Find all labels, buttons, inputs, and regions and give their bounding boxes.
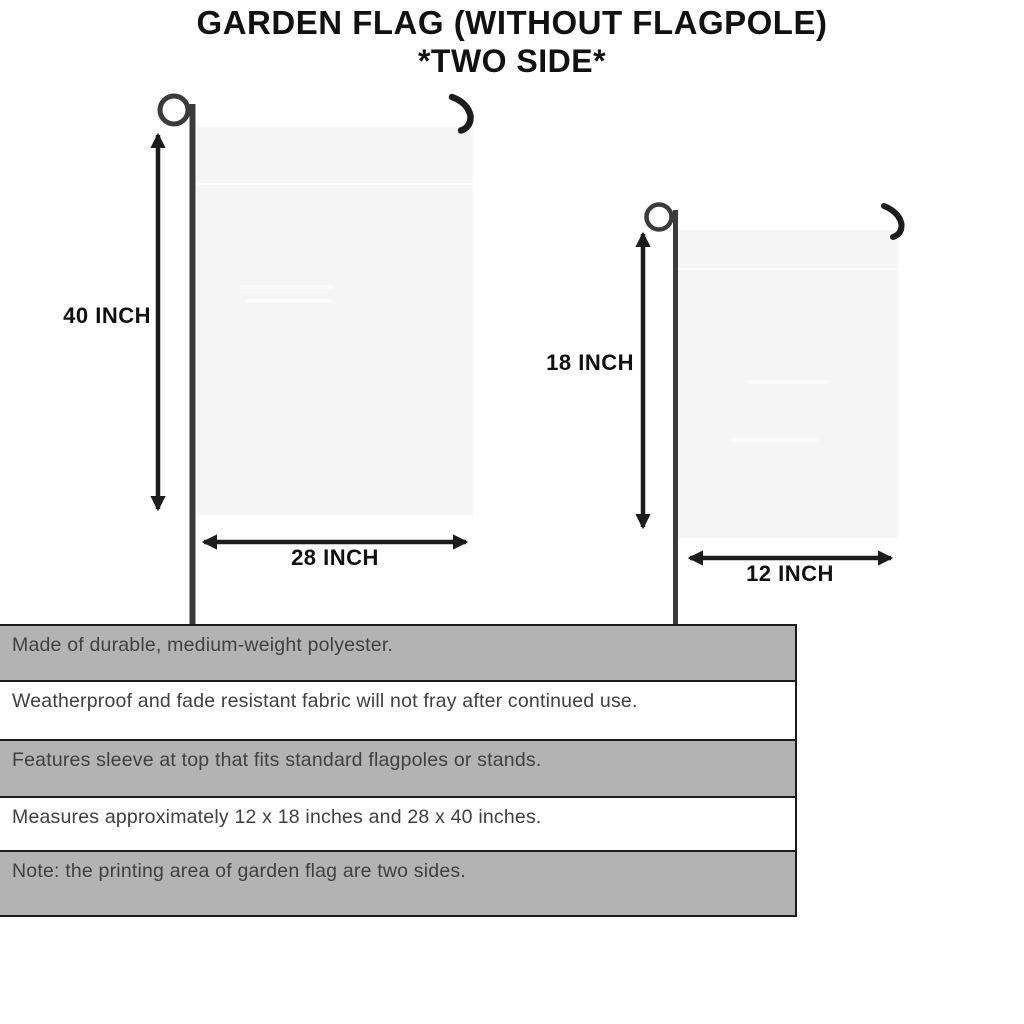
sleeve-seam	[197, 183, 473, 185]
page-title-line1: GARDEN FLAG (WITHOUT FLAGPOLE)	[196, 4, 828, 41]
sleeve-seam	[678, 268, 898, 270]
page-title-line2: *TWO SIDE*	[417, 42, 607, 79]
pole-loop-icon	[160, 96, 188, 124]
fabric-crease	[730, 438, 820, 442]
feature-row	[0, 682, 795, 741]
height-label-large: 40 INCH	[63, 303, 151, 328]
feature-row	[0, 798, 795, 852]
hanger-hook-icon	[452, 97, 471, 131]
feature-text: Measures approximately 12 x 18 inches and 28 x 40 inches.	[12, 806, 542, 828]
features-table	[0, 624, 797, 917]
fabric-crease	[239, 285, 334, 289]
feature-row	[0, 741, 795, 798]
feature-text: Weatherproof and fade resistant fabric will not fray after continued use.	[12, 690, 638, 712]
feature-row	[0, 626, 795, 682]
height-label-small: 18 INCH	[546, 350, 634, 375]
feature-text: Features sleeve at top that fits standard flagpoles or stands.	[12, 749, 542, 771]
feature-text: Note: the printing area of garden flag are two sides.	[12, 860, 466, 882]
width-label-large: 28 INCH	[291, 545, 379, 570]
feature-row	[0, 852, 795, 915]
garden-flag-large	[197, 127, 473, 515]
feature-text: Made of durable, medium-weight polyester.	[12, 634, 394, 656]
fabric-crease	[748, 380, 828, 384]
page-title	[0, 4, 1024, 81]
garden-flag-small	[678, 230, 898, 538]
fabric-crease	[245, 299, 333, 303]
pole-loop-icon	[647, 205, 672, 230]
width-label-small: 12 INCH	[746, 561, 834, 586]
